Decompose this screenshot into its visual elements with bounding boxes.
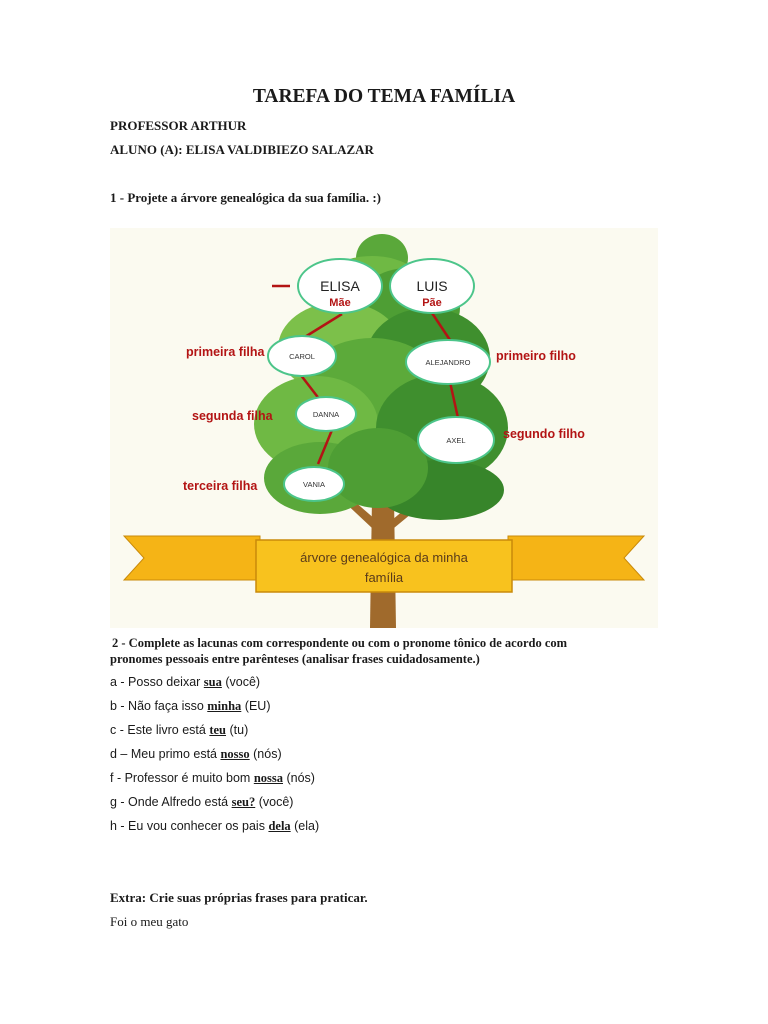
answer-line-b [110, 699, 270, 714]
sentence-text: d – Meu primo está [110, 747, 221, 761]
question-2-prompt-line-2: pronomes pessoais entre parênteses (analisar frases cuidadosamente.) [110, 652, 480, 666]
answer-line-h [110, 819, 319, 834]
node-name: LUIS [416, 278, 448, 294]
pronoun-hint: (você) [221, 675, 261, 689]
question-1: 1 - Projete a árvore genealógica da sua família. :) [110, 190, 382, 205]
tree-node-carol [268, 336, 336, 376]
node-name: DANNA [312, 410, 340, 419]
answer-line-g [110, 795, 293, 810]
pronoun-hint: (nós) [249, 747, 282, 761]
tree-node-axel [418, 417, 494, 463]
answer-text: sua [203, 675, 222, 689]
node-name: VANIA [303, 480, 325, 489]
label-terceira-filha: terceira filha [183, 479, 258, 493]
answer-line-c [110, 723, 248, 738]
node-name: CAROL [289, 352, 315, 361]
node-name: ELISA [320, 278, 360, 294]
tree-node-vania [284, 467, 344, 501]
pronoun-hint: (EU) [241, 699, 271, 713]
label-primeiro-filho: primeiro filho [496, 349, 576, 363]
page-title: TAREFA DO TEMA FAMÍLIA [252, 86, 516, 107]
sentence-text: a - Posso deixar [110, 675, 204, 689]
answer-line-d [110, 747, 282, 762]
node-name: AXEL [446, 436, 466, 445]
pronoun-hint: (nós) [283, 771, 315, 785]
banner-line-1: árvore genealógica da minha [300, 550, 468, 565]
answer-text: seu? [231, 795, 256, 809]
question-2-prompt-line-1: 2 - Complete as lacunas com correspondente ou com o pronome tônico de acordo com [112, 636, 568, 650]
answer-text: dela [268, 819, 291, 833]
sentence-text: g - Onde Alfredo está [110, 795, 232, 809]
pronoun-hint: (ela) [290, 819, 320, 833]
answer-line-f [110, 771, 315, 786]
answer-text: minha [207, 699, 242, 713]
pronoun-hint: (tu) [226, 723, 249, 737]
family-tree-figure [110, 228, 658, 628]
answer-text: teu [209, 723, 227, 737]
professor-name: PROFESSOR ARTHUR [110, 118, 247, 133]
answer-text: nosso [220, 747, 250, 761]
label-primeira-filha: primeira filha [186, 345, 265, 359]
answer-text: nossa [253, 771, 283, 785]
label-segundo-filho: segundo filho [503, 427, 585, 441]
sentence-text: f - Professor é muito bom [110, 771, 254, 785]
tree-node-luis [390, 259, 474, 313]
sentence-text: h - Eu vou conhecer os pais [110, 819, 269, 833]
tree-node-danna [296, 397, 356, 431]
banner-line-2: família [364, 570, 404, 585]
pronoun-hint: (você) [255, 795, 294, 809]
node-role: Pãe [422, 297, 442, 309]
tree-node-alejandro [406, 340, 490, 384]
sentence-text: c - Este livro está [110, 723, 210, 737]
label-segunda-filha: segunda filha [192, 409, 273, 423]
extra-heading: Extra: Crie suas próprias frases para praticar. [110, 890, 368, 905]
extra-sentence: Foi o meu gato [110, 914, 189, 929]
student-name: ALUNO (A): ELISA VALDIBIEZO SALAZAR [110, 142, 374, 157]
answer-line-a [110, 675, 260, 690]
sentence-text: b - Não faça isso [110, 699, 208, 713]
node-role: Mãe [329, 297, 351, 309]
node-name: ALEJANDRO [425, 358, 471, 367]
tree-node-elisa [298, 259, 382, 313]
